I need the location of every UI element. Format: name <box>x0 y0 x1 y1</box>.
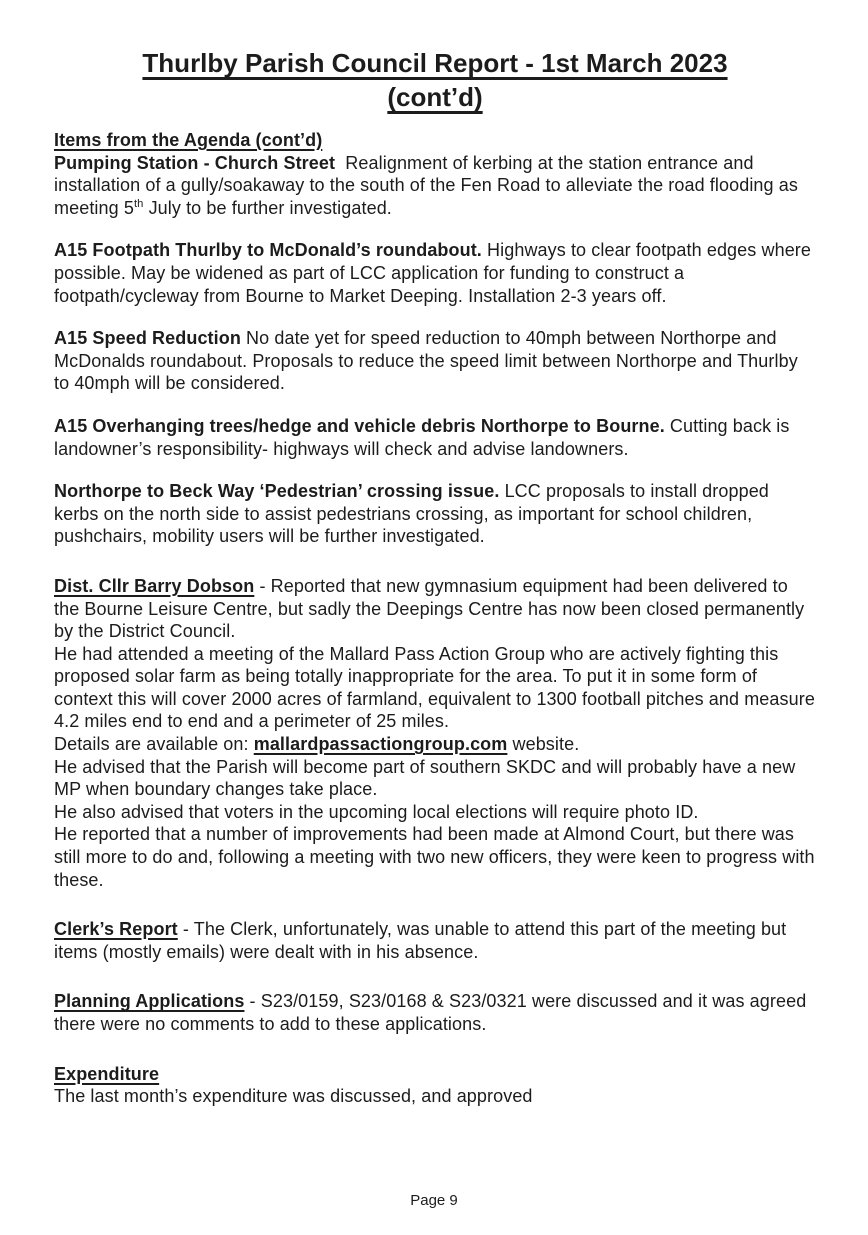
dist-cllr-report-paragraph <box>54 575 816 643</box>
almond-court-paragraph <box>54 823 816 891</box>
page-number: Page 9 <box>410 1192 458 1209</box>
section-heading: Clerk’s Report <box>54 919 178 940</box>
item-title: A15 Footpath Thurlby to McDonald’s roundabout. <box>54 240 482 261</box>
item-title: A15 Overhanging trees/hedge and vehicle debris Northorpe to Bourne. <box>54 415 665 436</box>
agenda-heading <box>54 129 816 152</box>
body-text: He also advised that voters in the upcoming local elections will require photo ID. <box>54 801 699 822</box>
item-title: A15 Speed Reduction <box>54 328 241 349</box>
a15-footpath-paragraph <box>54 239 816 307</box>
website-details-paragraph <box>54 733 816 756</box>
clerks-report-paragraph <box>54 918 816 963</box>
document-title-line1-text: Thurlby Parish Council Report - 1st March 2023 <box>142 48 728 78</box>
body-text: - S23/0159, S23/0168 & S23/0321 were discussed and it was agreed there were no comments to add to these applications. <box>54 991 807 1034</box>
document-title-line2 <box>54 80 816 114</box>
section-heading: Dist. Cllr Barry Dobson <box>54 575 255 596</box>
body-text: Cutting back is landowner’s responsibility- highways will check and advise landowners. <box>54 415 790 459</box>
section-heading: Items from the Agenda (cont’d) <box>54 130 323 150</box>
pumping-station-paragraph <box>54 152 816 220</box>
expenditure-heading <box>54 1063 816 1086</box>
body-text: Details are available on: <box>54 734 254 755</box>
website-url: mallardpassactiongroup.com <box>253 734 508 755</box>
photo-id-paragraph <box>54 801 816 824</box>
body-text: He had attended a meeting of the Mallard Pass Action Group who are actively fighting this proposed solar farm as being totally inappropriate for the area. To put it in some form of context this will cover 2000 acres of farmland, equivalent to 1300 football pitches and measure 4.2 miles end to end and a perimeter of 25 miles. <box>54 643 815 732</box>
body-text: Realignment of kerbing at the station entrance and installation of a gully/soakaway to the south of the Fen Road to alleviate the road flooding as meeting 5 <box>54 152 798 218</box>
mallard-pass-paragraph <box>54 643 816 733</box>
body-text: July to be further investigated. <box>143 197 392 218</box>
item-title: Northorpe to Beck Way ‘Pedestrian’ crossing issue. <box>54 481 500 502</box>
northorpe-beck-way-paragraph <box>54 480 816 548</box>
section-heading: Expenditure <box>54 1063 160 1084</box>
expenditure-paragraph <box>54 1085 816 1108</box>
item-title: Pumping Station - Church Street <box>54 152 336 173</box>
body-text: He reported that a number of improvements had been made at Almond Court, but there was still more to do and, following a meeting with two new officers, they were keen to progress with these. <box>54 824 815 890</box>
body-text: website. <box>507 734 580 755</box>
document-title-line1 <box>54 46 816 80</box>
body-text: The last month’s expenditure was discussed, and approved <box>54 1086 533 1107</box>
body-text: No date yet for speed reduction to 40mph between Northorpe and McDonalds roundabout. Proposals to reduce the speed limit between Northorpe and Thurlby to 40mph will be considered. <box>54 328 798 394</box>
document-title-line2-text: (cont’d) <box>387 82 483 112</box>
body-text: He advised that the Parish will become part of southern SKDC and will probably have a new MP when boundary changes take place. <box>54 756 796 800</box>
body-text: - Reported that new gymnasium equipment had been delivered to the Bourne Leisure Centre, but sadly the Deepings Centre has now been closed permanently by the District Council. <box>54 575 805 642</box>
section-heading: Planning Applications <box>54 991 245 1012</box>
body-text: - The Clerk, unfortunately, was unable to attend this part of the meeting but items (mostly emails) were dealt with in his absence. <box>54 919 787 962</box>
skdc-boundary-paragraph <box>54 756 816 801</box>
a15-speed-reduction-paragraph <box>54 327 816 395</box>
planning-applications-paragraph <box>54 990 816 1035</box>
superscript: th <box>133 197 144 210</box>
document-title <box>54 46 816 114</box>
body-text: Highways to clear footpath edges where possible. May be widened as part of LCC application for funding to construct a footpath/cycleway from Bourne to Market Deeping. Installation 2-3 years off. <box>54 240 812 306</box>
a15-overhanging-trees-paragraph <box>54 415 816 460</box>
document-body <box>54 129 816 1108</box>
body-text: LCC proposals to install dropped kerbs on the north side to assist pedestrians crossing, as important for school children, pushchairs, mobility users will be further investigated. <box>54 481 769 547</box>
